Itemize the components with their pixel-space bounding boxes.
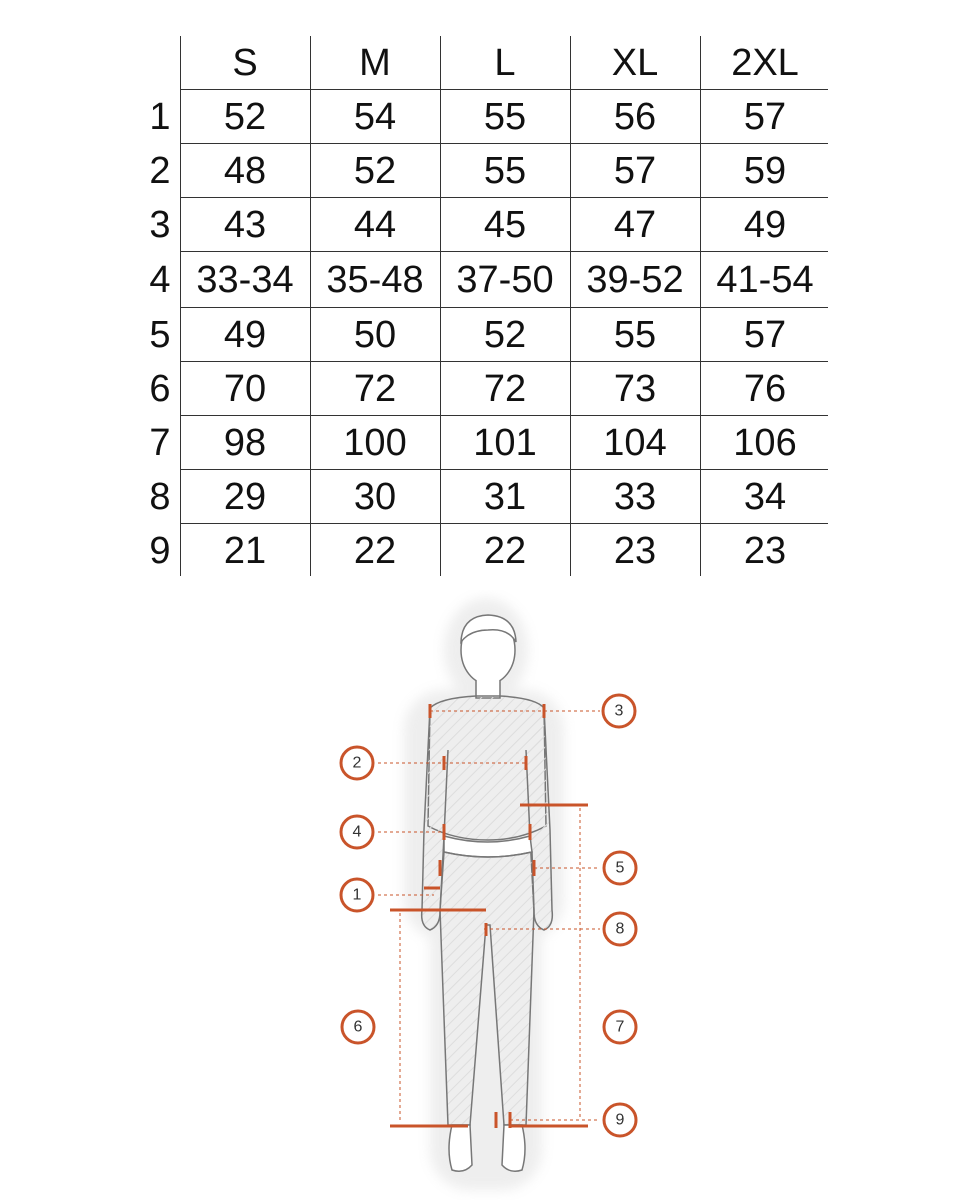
svg-text:4: 4 — [352, 823, 362, 841]
table-cell: 73 — [613, 368, 657, 410]
table-cell: 52 — [223, 96, 267, 138]
svg-text:8: 8 — [615, 920, 625, 938]
table-cell: 55 — [613, 314, 657, 356]
table-cell: 23 — [613, 530, 657, 572]
row-index: 8 — [149, 476, 171, 518]
table-cell: 33 — [613, 476, 657, 518]
table-cell: 57 — [743, 96, 787, 138]
table-cell: 30 — [353, 476, 397, 518]
row-index: 5 — [149, 314, 171, 356]
table-row — [140, 524, 830, 578]
badge-8 — [604, 913, 636, 945]
table-cell: 39-52 — [586, 259, 684, 301]
table-cell: 41-54 — [716, 259, 814, 301]
svg-text:9: 9 — [615, 1111, 625, 1129]
table-cell: 21 — [223, 530, 267, 572]
table-cell: 100 — [343, 422, 407, 464]
table-cell: 70 — [223, 368, 267, 410]
svg-text:1: 1 — [352, 886, 362, 904]
table-cell: 43 — [223, 204, 267, 246]
table-cell: 33-34 — [196, 259, 294, 301]
table-cell: 106 — [733, 422, 797, 464]
badge-1 — [341, 879, 373, 911]
table-cell: 22 — [353, 530, 397, 572]
table-row — [140, 253, 830, 307]
header-size-s: S — [232, 42, 258, 84]
table-cell: 101 — [473, 422, 537, 464]
table-cell: 35-48 — [326, 259, 424, 301]
table-cell: 98 — [223, 422, 267, 464]
table-cell: 55 — [483, 150, 527, 192]
svg-text:3: 3 — [614, 702, 624, 720]
row-index: 6 — [149, 368, 171, 410]
svg-text:5: 5 — [615, 859, 625, 877]
body-diagram — [0, 590, 967, 1200]
table-row — [140, 198, 830, 252]
table-row — [140, 470, 830, 524]
table-cell: 52 — [483, 314, 527, 356]
row-index: 9 — [149, 530, 171, 572]
table-cell: 22 — [483, 530, 527, 572]
badge-3 — [603, 695, 635, 727]
table-cell: 34 — [743, 476, 787, 518]
badge-7 — [604, 1011, 636, 1043]
table-cell: 55 — [483, 96, 527, 138]
badge-5 — [604, 852, 636, 884]
table-cell: 57 — [743, 314, 787, 356]
badge-6 — [342, 1011, 374, 1043]
svg-text:2: 2 — [352, 754, 362, 772]
table-cell: 49 — [223, 314, 267, 356]
badge-2 — [341, 747, 373, 779]
header-size-l: L — [494, 42, 516, 84]
table-row — [140, 144, 830, 198]
table-row — [140, 362, 830, 416]
table-cell: 23 — [743, 530, 787, 572]
svg-text:6: 6 — [353, 1018, 363, 1036]
table-row — [140, 416, 830, 470]
row-index: 3 — [149, 204, 171, 246]
header-size-m: M — [359, 42, 391, 84]
table-cell: 48 — [223, 150, 267, 192]
header-size-xl: XL — [611, 42, 659, 84]
table-cell: 56 — [613, 96, 657, 138]
table-cell: 31 — [483, 476, 527, 518]
table-row — [140, 308, 830, 362]
table-cell: 104 — [603, 422, 667, 464]
row-index: 4 — [149, 259, 171, 301]
table-cell: 44 — [353, 204, 397, 246]
svg-text:7: 7 — [615, 1018, 625, 1036]
table-cell: 52 — [353, 150, 397, 192]
table-cell: 54 — [353, 96, 397, 138]
table-row — [140, 90, 830, 144]
table-cell: 57 — [613, 150, 657, 192]
row-index: 1 — [149, 96, 171, 138]
table-cell: 59 — [743, 150, 787, 192]
table-header-row — [140, 36, 830, 90]
row-index: 7 — [149, 422, 171, 464]
table-cell: 76 — [743, 368, 787, 410]
table-cell: 29 — [223, 476, 267, 518]
table-cell: 45 — [483, 204, 527, 246]
table-cell: 47 — [613, 204, 657, 246]
badge-9 — [604, 1104, 636, 1136]
badge-4 — [341, 816, 373, 848]
header-size-2xl: 2XL — [731, 42, 799, 84]
table-cell: 50 — [353, 314, 397, 356]
measurement-figure — [0, 590, 967, 1200]
table-cell: 72 — [483, 368, 527, 410]
table-cell: 37-50 — [456, 259, 554, 301]
table-cell: 72 — [353, 368, 397, 410]
table-cell: 49 — [743, 204, 787, 246]
row-index: 2 — [149, 150, 171, 192]
